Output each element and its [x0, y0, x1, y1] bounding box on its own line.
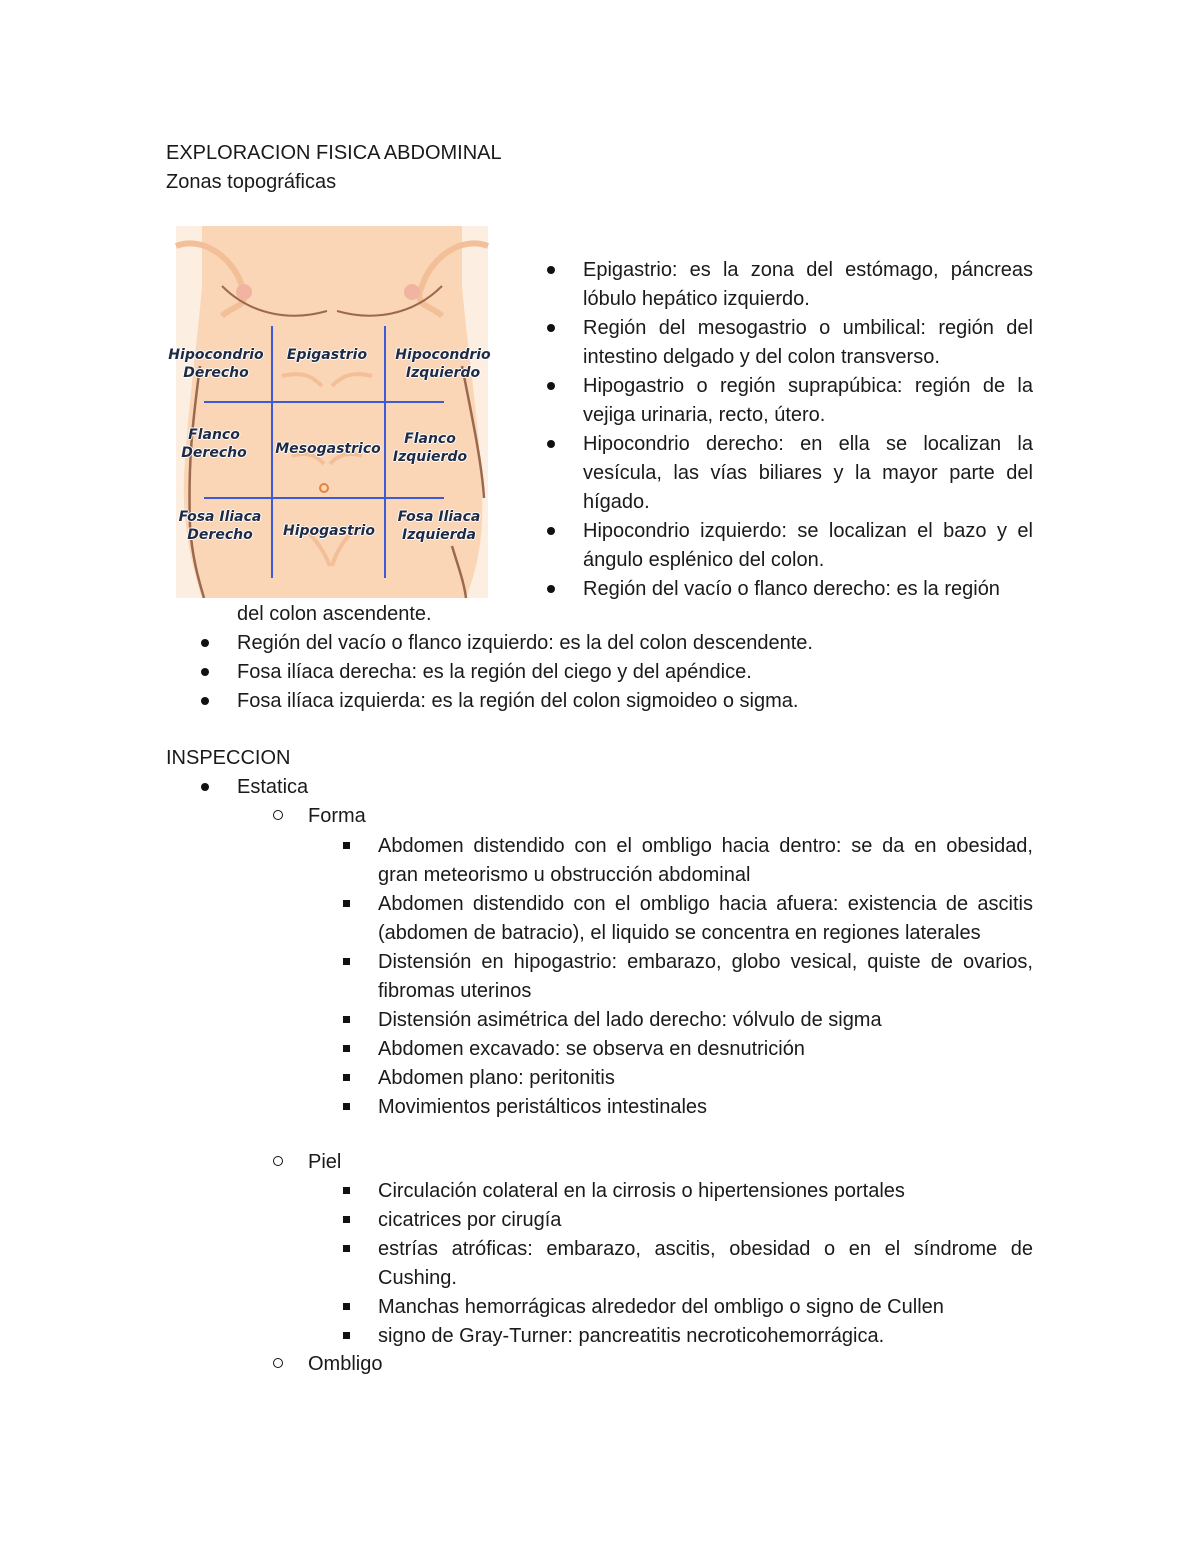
- square-bullet-icon: [343, 1045, 350, 1052]
- label-flanco-izquierdo: Flanco Izquierdo: [392, 431, 468, 465]
- bullet-icon: [201, 783, 209, 791]
- bullet-icon: [547, 266, 555, 274]
- list-item-estatica: Estatica: [237, 773, 308, 802]
- sublist-item-piel: Piel: [308, 1148, 341, 1177]
- label-fosa-iliaca-izquierda: Fosa Iliaca Izquierda: [397, 509, 481, 543]
- list-item: cicatrices por cirugía: [378, 1206, 1033, 1235]
- square-bullet-icon: [343, 1074, 350, 1081]
- square-bullet-icon: [343, 1245, 350, 1252]
- square-bullet-icon: [343, 1187, 350, 1194]
- square-bullet-icon: [343, 1216, 350, 1223]
- label-hipocondrio-derecho: Hipocondrio Derecho: [168, 347, 264, 381]
- list-item: signo de Gray-Turner: pancreatitis necroticohemorrágica.: [378, 1322, 1033, 1351]
- document-title: EXPLORACION FISICA ABDOMINAL: [166, 142, 502, 164]
- list-item: Región del mesogastrio o umbilical: región del intestino delgado y del colon transverso.: [583, 314, 1033, 372]
- list-item: Región del vacío o flanco derecho: es la región: [583, 575, 1033, 604]
- list-item: Región del vacío o flanco izquierdo: es la del colon descendente.: [237, 629, 1037, 658]
- square-bullet-icon: [343, 1016, 350, 1023]
- bullet-icon: [547, 382, 555, 390]
- circle-bullet-icon: [273, 1358, 283, 1368]
- bullet-icon: [547, 527, 555, 535]
- list-item: Abdomen plano: peritonitis: [378, 1064, 1033, 1093]
- list-item: Distensión asimétrica del lado derecho: vólvulo de sigma: [378, 1006, 1033, 1035]
- list-item: Epigastrio: es la zona del estómago, páncreas lóbulo hepático izquierdo.: [583, 256, 1033, 314]
- bullet-icon: [201, 639, 209, 647]
- list-item: Hipogastrio o región suprapúbica: región de la vejiga urinaria, recto, útero.: [583, 372, 1033, 430]
- square-bullet-icon: [343, 900, 350, 907]
- list-item: Abdomen excavado: se observa en desnutrición: [378, 1035, 1033, 1064]
- zones-list-continued: [237, 629, 1037, 716]
- square-bullet-icon: [343, 842, 350, 849]
- list-item: Circulación colateral en la cirrosis o hipertensiones portales: [378, 1177, 1033, 1206]
- bullet-icon: [547, 324, 555, 332]
- list-item: Fosa ilíaca derecha: es la región del ciego y del apéndice.: [237, 658, 1037, 687]
- list-item: Manchas hemorrágicas alrededor del ombligo o signo de Cullen: [378, 1293, 1033, 1322]
- circle-bullet-icon: [273, 810, 283, 820]
- label-hipogastrio: Hipogastrio: [283, 523, 375, 539]
- bullet-icon: [547, 440, 555, 448]
- list-item: Distensión en hipogastrio: embarazo, globo vesical, quiste de ovarios, fibromas uterinos: [378, 948, 1033, 1006]
- bullet-icon: [547, 585, 555, 593]
- square-bullet-icon: [343, 1103, 350, 1110]
- sublist-item-ombligo: Ombligo: [308, 1350, 382, 1379]
- list-item: Abdomen distendido con el ombligo hacia afuera: existencia de ascitis (abdomen de batracio), el liquido se concentra en regiones laterales: [378, 890, 1033, 948]
- square-bullet-icon: [343, 958, 350, 965]
- circle-bullet-icon: [273, 1156, 283, 1166]
- abdominal-regions-diagram: [162, 226, 496, 598]
- label-flanco-derecho: Flanco Derecho: [181, 427, 247, 461]
- list-item: estrías atróficas: embarazo, ascitis, obesidad o en el síndrome de Cushing.: [378, 1235, 1033, 1293]
- square-bullet-icon: [343, 1332, 350, 1339]
- list-item: Abdomen distendido con el ombligo hacia dentro: se da en obesidad, gran meteorismo u obstrucción abdominal: [378, 832, 1033, 890]
- list-item: Fosa ilíaca izquierda: es la región del colon sigmoideo o sigma.: [237, 687, 1037, 716]
- label-fosa-iliaca-derecha: Fosa Iliaca Derecho: [178, 509, 262, 543]
- zones-list: [583, 256, 1033, 604]
- label-epigastrio: Epigastrio: [286, 347, 368, 363]
- label-mesogastrico: Mesogastrico: [275, 441, 381, 457]
- square-bullet-icon: [343, 1303, 350, 1310]
- list-item-continuation: del colon ascendente.: [237, 603, 432, 625]
- bullet-icon: [201, 697, 209, 705]
- list-item: Hipocondrio derecho: en ella se localizan la vesícula, las vías biliares y la mayor parte del hígado.: [583, 430, 1033, 517]
- piel-items-list: [378, 1177, 1033, 1351]
- bullet-icon: [201, 668, 209, 676]
- list-item: Movimientos peristálticos intestinales: [378, 1093, 1033, 1122]
- document-subtitle: Zonas topográficas: [166, 171, 337, 193]
- section-heading-inspeccion: INSPECCION: [166, 747, 291, 769]
- forma-items-list: [378, 832, 1033, 1122]
- label-hipocondrio-izquierdo: Hipocondrio Izquierdo: [395, 347, 491, 381]
- list-item: Hipocondrio izquierdo: se localizan el bazo y el ángulo esplénico del colon.: [583, 517, 1033, 575]
- sublist-item-forma: Forma: [308, 802, 366, 831]
